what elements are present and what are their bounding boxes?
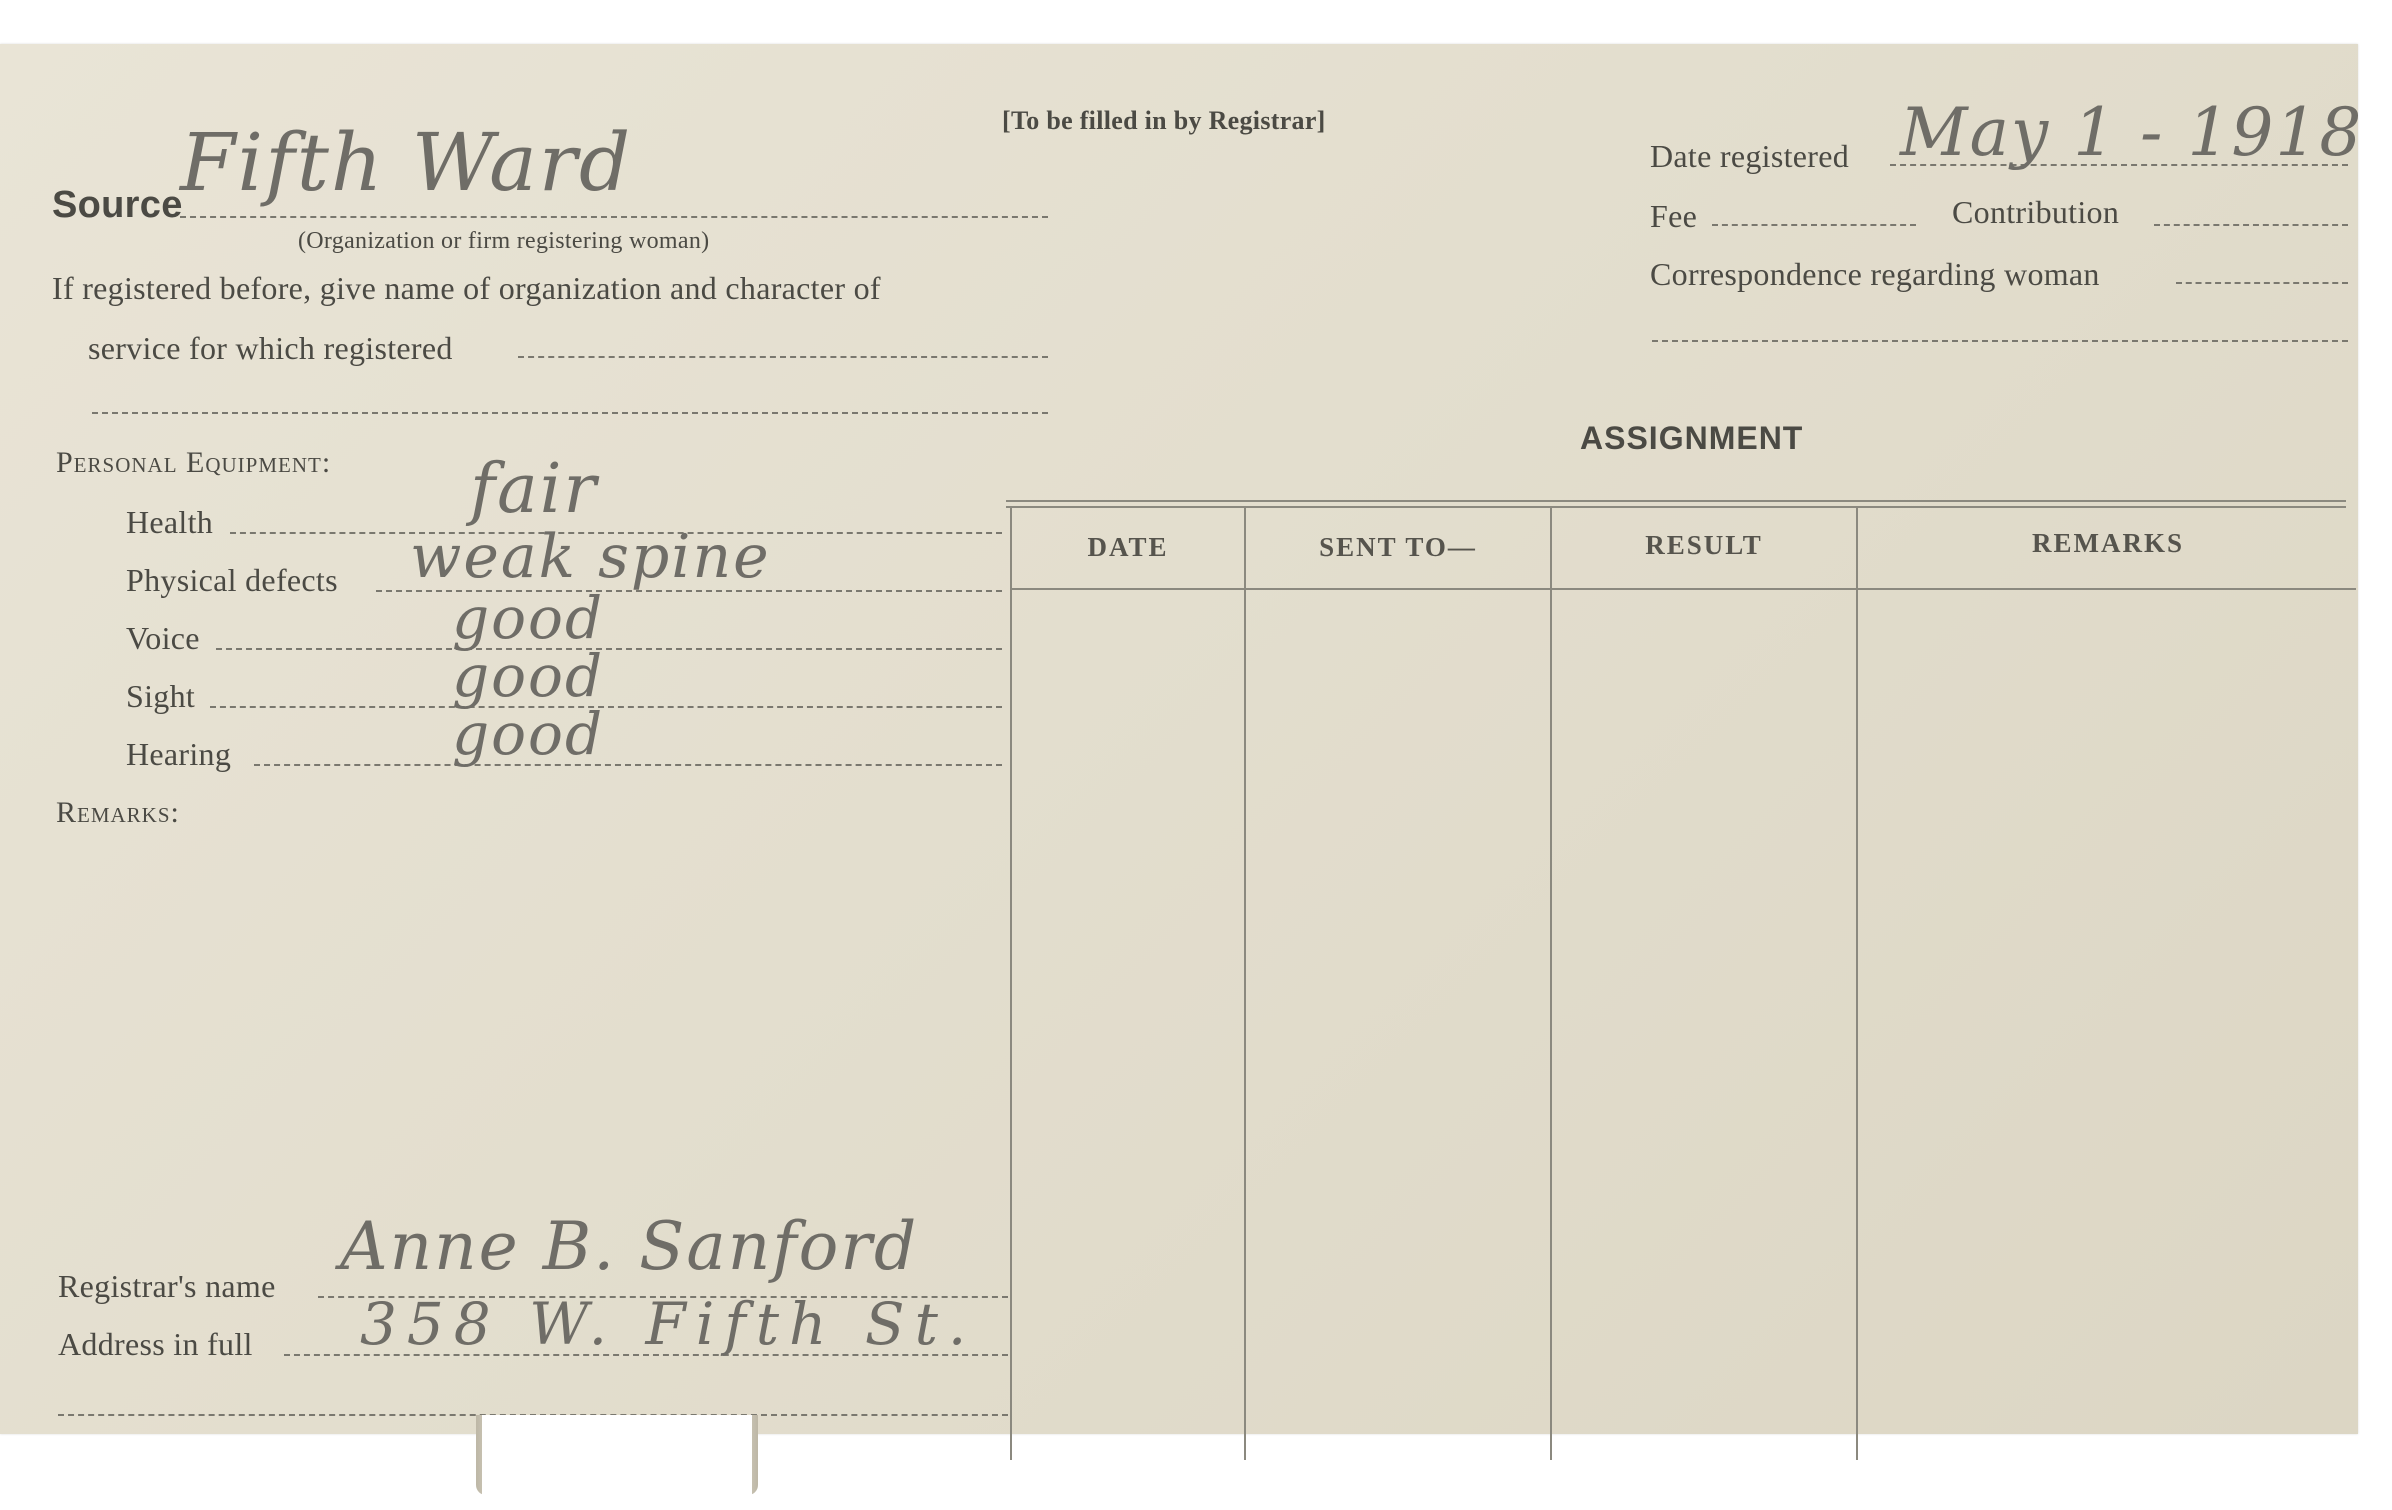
registered-before-text: If registered before, give name of organization and character of [52,270,881,306]
table-col-line [1244,508,1246,1460]
health-value: fair [470,450,598,529]
registrar-note: [To be filled in by Registrar] [1002,106,1326,135]
column-header-result: RESULT [1645,530,1763,560]
table-col-line [1010,508,1012,1460]
sight-value: good [452,642,605,710]
contribution-line [2154,224,2348,226]
remarks-label: Remarks: [56,796,180,829]
hearing-label: Hearing [126,736,232,772]
hearing-line [254,764,1002,766]
fee-label: Fee [1650,198,1698,234]
correspondence-line-2 [1652,340,2348,342]
registered-before-line [518,356,1048,358]
physical-defects-label: Physical defects [126,562,338,598]
registration-card [0,44,2364,1434]
date-registered-label: Date registered [1650,138,1850,174]
correspondence-label: Correspondence regarding woman [1650,256,2100,292]
table-header-divider [1010,588,2356,590]
sight-line [210,706,1002,708]
source-value: Fifth Ward [180,116,633,209]
assignment-title: ASSIGNMENT [1580,420,1804,456]
table-col-line [1550,508,1552,1460]
date-registered-value: May 1 - 1918 [1900,94,2364,171]
correspondence-line [2176,282,2348,284]
address-label: Address in full [58,1326,253,1362]
column-header-remarks: REMARKS [2031,528,2184,558]
registered-before-line-2 [92,412,1048,414]
address-value: 358 W. Fifth St. [360,1290,977,1358]
table-top-border-2 [1006,506,2346,508]
contribution-label: Contribution [1952,194,2120,230]
health-label: Health [126,504,214,540]
card-torn-tab [482,1415,752,1510]
column-header-date: DATE [1087,532,1169,562]
source-caption: (Organization or firm registering woman) [298,228,710,254]
registrar-name-label: Registrar's name [58,1268,276,1304]
registrar-name-value: Anne B. Sanford [340,1208,919,1285]
physical-defects-value: weak spine [410,522,771,592]
voice-value: good [452,584,605,652]
table-col-line [1856,508,1858,1460]
voice-label: Voice [126,620,200,656]
table-top-border [1006,500,2346,502]
personal-equipment-label: Personal Equipment: [56,446,332,479]
sight-label: Sight [126,678,196,714]
column-header-sent-to: SENT TO— [1319,532,1477,562]
registered-before-text-2: service for which registered [88,330,453,366]
hearing-value: good [452,700,605,768]
source-line [180,216,1048,218]
fee-line [1712,224,1916,226]
voice-line [216,648,1002,650]
source-label: Source [52,184,183,226]
